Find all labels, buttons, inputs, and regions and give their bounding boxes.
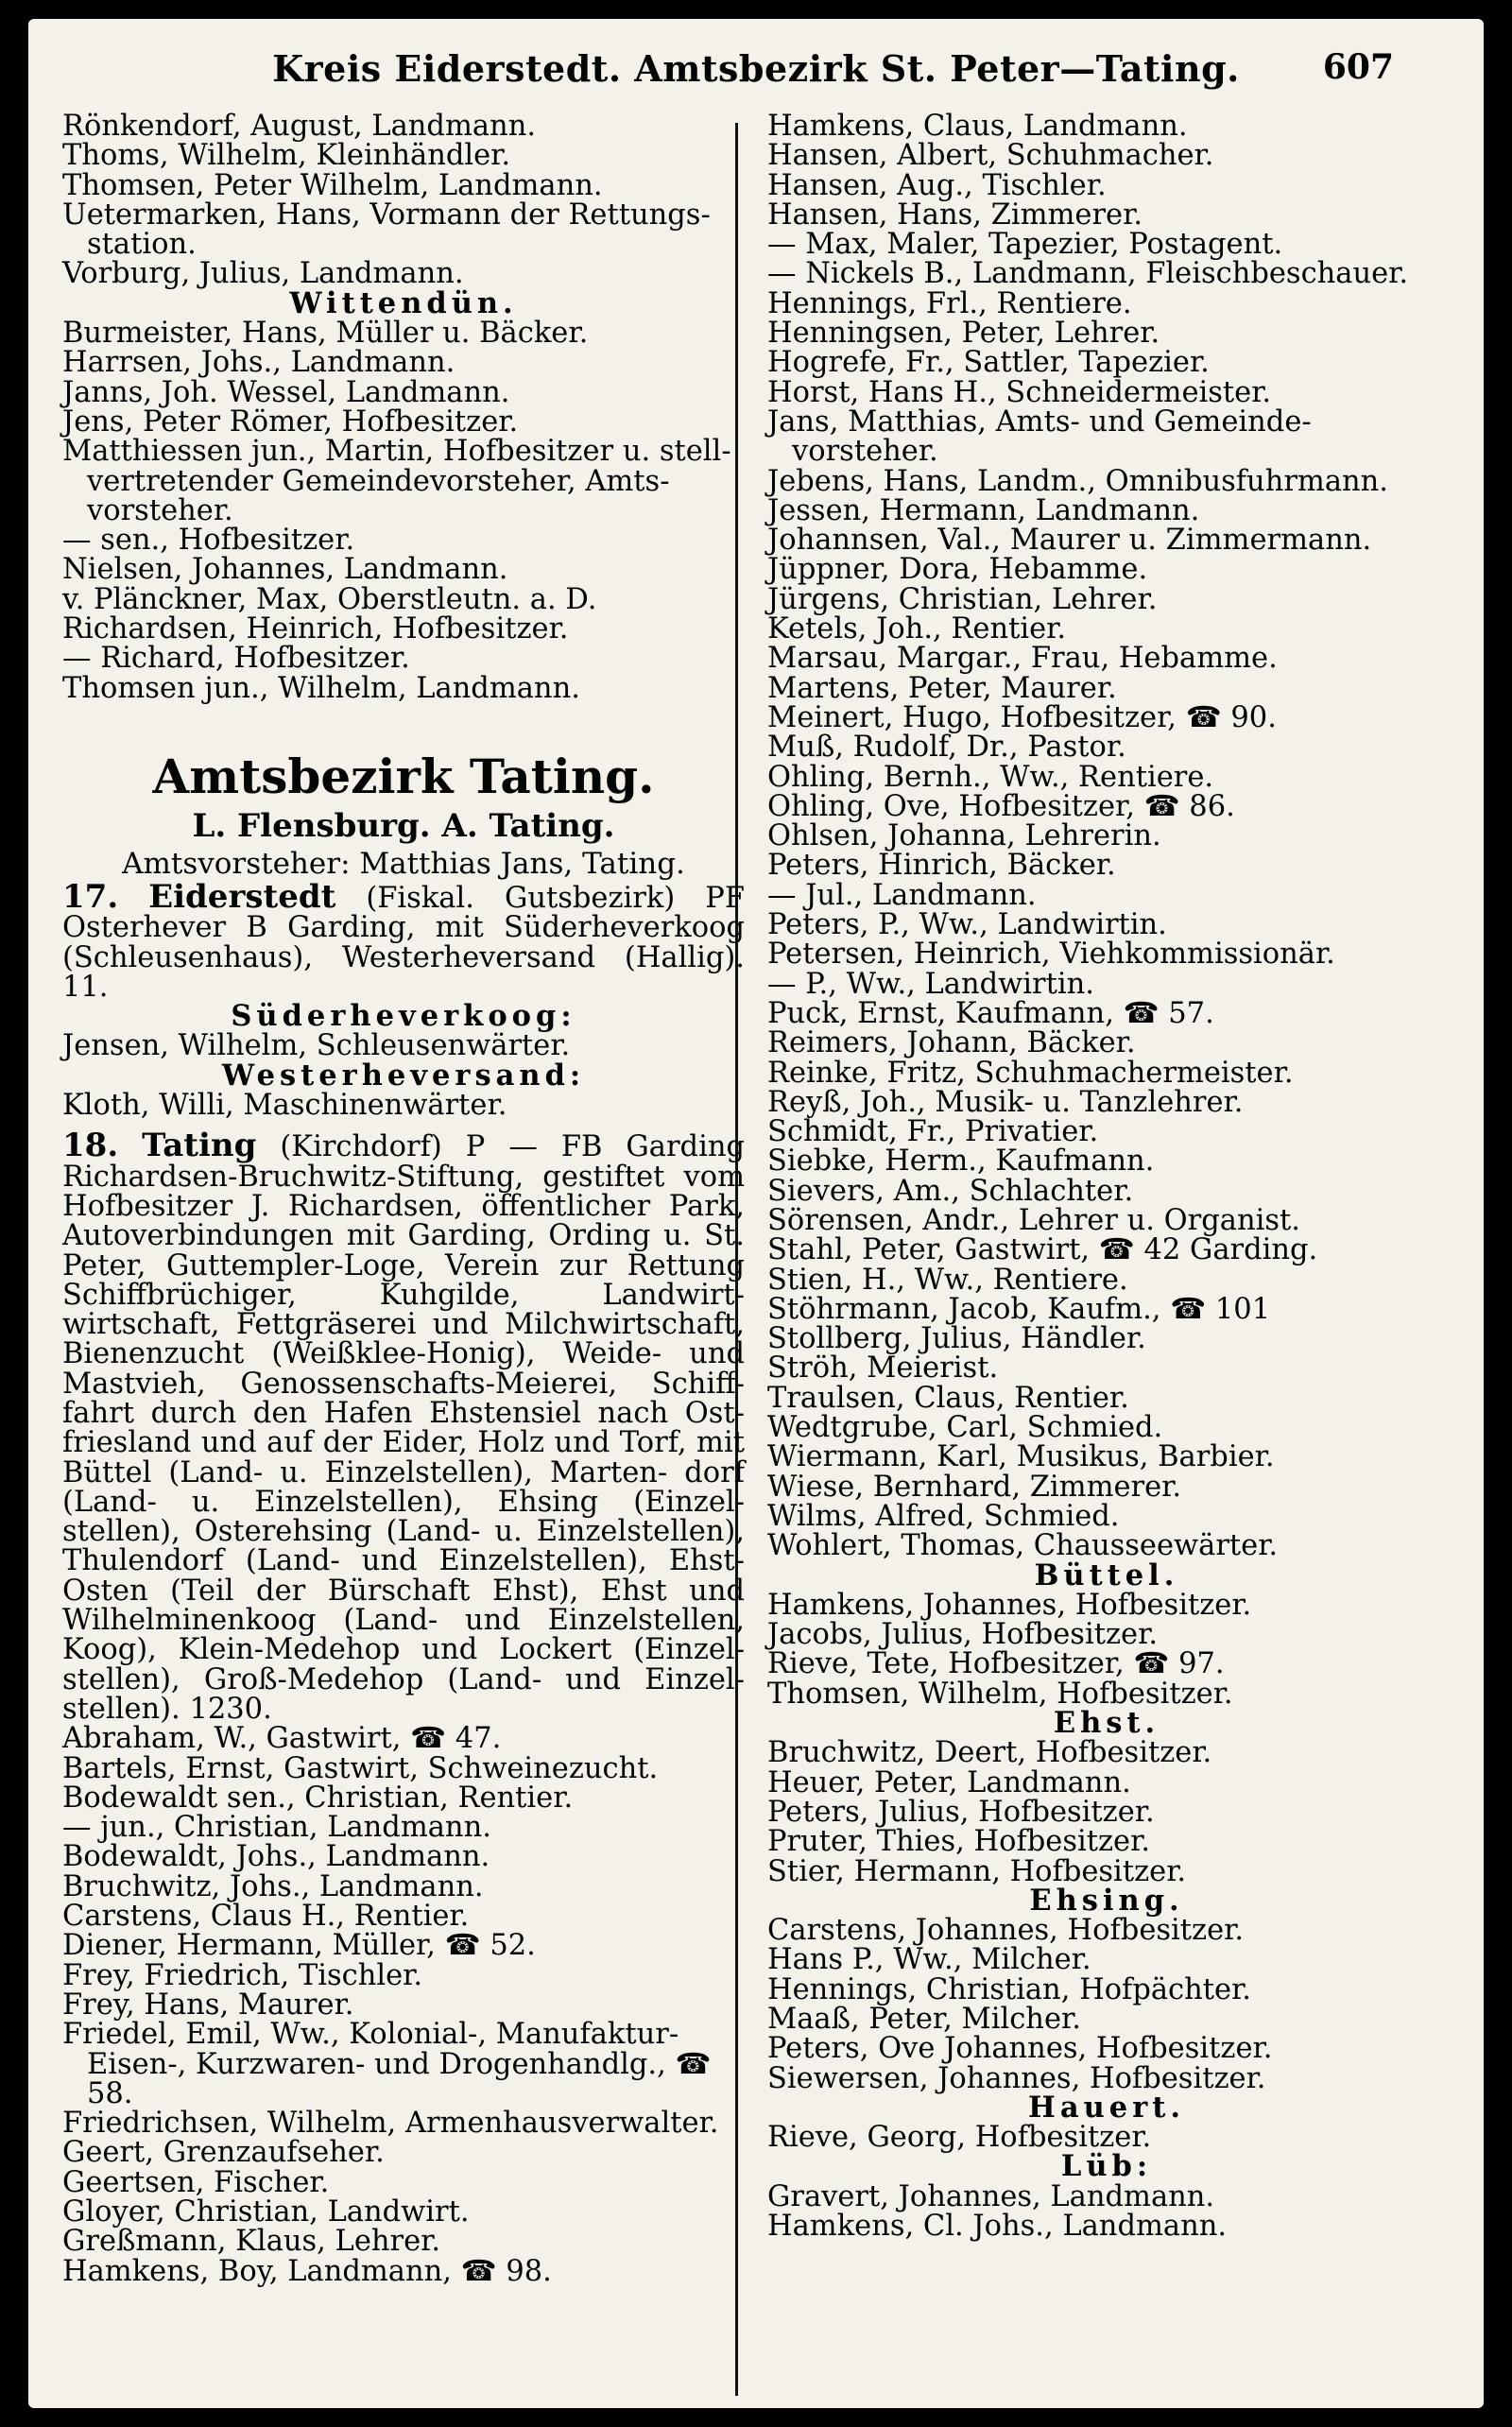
directory-entry: Wiese, Bernhard, Zimmerer. xyxy=(767,1470,1182,1504)
entry-list xyxy=(767,1916,1446,2093)
directory-entry: Rieve, Georg, Hofbesitzer. xyxy=(767,2121,1152,2155)
amtsbezirk-subtitle: L. Flensburg. A. Tating. xyxy=(192,806,615,845)
directory-entry: Puck, Ernst, Kaufmann, ☎ 57. xyxy=(767,996,1214,1030)
page-number: 607 xyxy=(1322,47,1394,87)
directory-entry: Thoms, Wilhelm, Kleinhändler. xyxy=(62,139,511,173)
place-name: Tating xyxy=(142,1127,257,1165)
directory-entry: Peters, Hinrich, Bäcker. xyxy=(767,849,1116,883)
directory-entry: Johannsen, Val., Maurer u. Zimmermann. xyxy=(767,524,1372,558)
directory-entry: Traulsen, Claus, Rentier. xyxy=(767,1381,1129,1415)
directory-entry: Thomsen, Wilhelm, Hofbesitzer. xyxy=(767,1677,1233,1711)
directory-entry: Jans, Matthias, Amts- und Gemeinde- vorsteher. xyxy=(767,404,1312,469)
running-title: Kreis Eiderstedt. Amtsbezirk St. Peter—Tating. xyxy=(272,47,1240,90)
directory-entry: Greßmann, Klaus, Lehrer. xyxy=(62,2225,441,2259)
directory-entry: Stahl, Peter, Gastwirt, ☎ 42 Garding. xyxy=(767,1233,1318,1267)
paragraph-text: (Fiskal. Gutsbezirk) PF Osterhever B Garding, mit Süderheverkoog (Schleusenhaus), Westerheversand (Hallig). 11. xyxy=(62,881,745,1004)
paragraph-number: 17. xyxy=(62,877,119,916)
directory-entry: — sen., Hofbesitzer. xyxy=(62,524,355,558)
section-heading-ehst: Ehst. xyxy=(1053,1706,1160,1741)
directory-entry: Ketels, Joh., Rentier. xyxy=(767,612,1067,646)
directory-entry: Friedrichsen, Wilhelm, Armenhausverwalter. xyxy=(62,2107,719,2141)
directory-entry: Siebke, Herm., Kaufmann. xyxy=(767,1145,1155,1179)
directory-entry: — Max, Maler, Tapezier, Postagent. xyxy=(767,228,1283,262)
directory-entry: Thomsen jun., Wilhelm, Landmann. xyxy=(62,671,580,705)
directory-entry: Jürgens, Christian, Lehrer. xyxy=(767,582,1158,616)
directory-entry: Hamkens, Johannes, Hofbesitzer. xyxy=(767,1588,1252,1622)
directory-entry: Ohling, Ove, Hofbesitzer, ☎ 86. xyxy=(767,789,1235,823)
entry-list xyxy=(767,2179,1446,2244)
directory-entry: Hansen, Aug., Tischler. xyxy=(767,168,1107,202)
directory-entry: — Jul., Landmann. xyxy=(767,878,1037,912)
entry-list xyxy=(62,1089,745,1123)
directory-entry: Stöhrmann, Jacob, Kaufm., ☎ 101 xyxy=(767,1292,1271,1326)
directory-entry: Meinert, Hugo, Hofbesitzer, ☎ 90. xyxy=(767,700,1277,734)
directory-entry: Hamkens, Claus, Landmann. xyxy=(767,110,1188,143)
directory-entry: Hogrefe, Fr., Sattler, Tapezier. xyxy=(767,346,1210,380)
directory-entry: Harrsen, Johs., Landmann. xyxy=(62,346,455,380)
page-header xyxy=(28,47,1484,104)
amtsbezirk-title: Amtsbezirk Tating. xyxy=(152,748,655,804)
directory-entry: v. Plänckner, Max, Oberstleutn. a. D. xyxy=(62,582,597,616)
section-heading-lueb: Lüb: xyxy=(1060,2149,1153,2184)
directory-entry: Carstens, Claus H., Rentier. xyxy=(62,1900,470,1934)
directory-entry: Vorburg, Julius, Landmann. xyxy=(62,257,464,291)
directory-entry: Peters, Ove Johannes, Hofbesitzer. xyxy=(767,2032,1273,2066)
directory-page xyxy=(28,19,1484,2408)
directory-entry: Friedel, Emil, Ww., Kolonial-, Manufaktur- Eisen-, Kurzwaren- und Drogenhandlg., ☎ 58. xyxy=(62,2018,712,2110)
directory-entry: Muß, Rudolf, Dr., Pastor. xyxy=(767,731,1126,765)
directory-entry: Thomsen, Peter Wilhelm, Landmann. xyxy=(62,168,603,202)
directory-entry: Matthiessen jun., Martin, Hofbesitzer u. stell- vertretender Gemeindevorsteher, Amts- vorsteher. xyxy=(62,435,731,527)
directory-entry: — jun., Christian, Landmann. xyxy=(62,1811,491,1845)
section-heading-buettel: Büttel. xyxy=(1034,1558,1179,1592)
directory-entry: Jacobs, Julius, Hofbesitzer. xyxy=(767,1618,1159,1652)
directory-entry: Schmidt, Fr., Privatier. xyxy=(767,1115,1099,1149)
directory-entry: Nielsen, Johannes, Landmann. xyxy=(62,553,508,587)
directory-entry: Heuer, Peter, Landmann. xyxy=(767,1765,1131,1799)
directory-entry: Reyß, Joh., Musik- u. Tanzlehrer. xyxy=(767,1085,1244,1119)
paragraph-number: 18. xyxy=(62,1127,119,1165)
right-column xyxy=(767,110,1446,2244)
directory-entry: Rönkendorf, August, Landmann. xyxy=(62,110,537,143)
paragraph-18 xyxy=(62,1127,745,1726)
entry-list xyxy=(62,1724,745,2286)
directory-entry: Wiermann, Karl, Musikus, Barbier. xyxy=(767,1440,1275,1474)
directory-entry: Abraham, W., Gastwirt, ☎ 47. xyxy=(62,1722,502,1756)
directory-entry: Geert, Grenzaufseher. xyxy=(62,2136,385,2170)
directory-entry: Hans P., Ww., Milcher. xyxy=(767,1943,1091,1977)
directory-entry: Rieve, Tete, Hofbesitzer, ☎ 97. xyxy=(767,1647,1225,1681)
directory-entry: Maaß, Peter, Milcher. xyxy=(767,2003,1081,2036)
directory-entry: Peters, P., Ww., Landwirtin. xyxy=(767,908,1167,942)
directory-entry: Bruchwitz, Johs., Landmann. xyxy=(62,1869,484,1903)
directory-entry: Frey, Hans, Maurer. xyxy=(62,1988,354,2022)
directory-entry: Wedtgrube, Carl, Schmied. xyxy=(767,1411,1163,1445)
directory-entry: Bartels, Ernst, Gastwirt, Schweinezucht. xyxy=(62,1751,659,1785)
directory-entry: Hennings, Christian, Hofpächter. xyxy=(767,1972,1252,2006)
directory-entry: Ohling, Bernh., Ww., Rentiere. xyxy=(767,760,1214,794)
directory-entry: Stier, Hermann, Hofbesitzer. xyxy=(767,1854,1187,1888)
entry-list xyxy=(767,1588,1446,1711)
directory-entry: Pruter, Thies, Hofbesitzer. xyxy=(767,1825,1151,1859)
directory-entry: Peters, Julius, Hofbesitzer. xyxy=(767,1795,1155,1829)
directory-entry: Jensen, Wilhelm, Schleusenwärter. xyxy=(62,1029,571,1063)
directory-entry: Frey, Friedrich, Tischler. xyxy=(62,1958,423,1992)
directory-entry: Sievers, Am., Schlachter. xyxy=(767,1174,1134,1208)
place-name: Eiderstedt xyxy=(148,877,336,916)
directory-entry: Wohlert, Thomas, Chausseewärter. xyxy=(767,1529,1279,1563)
directory-entry: Siewersen, Johannes, Hofbesitzer. xyxy=(767,2061,1266,2095)
directory-entry: Horst, Hans H., Schneidermeister. xyxy=(767,375,1272,409)
directory-entry: Richardsen, Heinrich, Hofbesitzer. xyxy=(62,612,569,646)
entry-list xyxy=(62,112,745,289)
directory-entry: Henningsen, Peter, Lehrer. xyxy=(767,317,1160,351)
directory-entry: Burmeister, Hans, Müller u. Bäcker. xyxy=(62,317,589,351)
directory-entry: Gloyer, Christian, Landwirt. xyxy=(62,2195,470,2229)
entry-list xyxy=(62,1029,745,1063)
section-heading-ehsing: Ehsing. xyxy=(1029,1883,1184,1918)
directory-entry: Wilms, Alfred, Schmied. xyxy=(767,1499,1120,1533)
paragraph-17 xyxy=(62,877,745,1004)
directory-entry: Hansen, Hans, Zimmerer. xyxy=(767,198,1143,232)
directory-entry: — Richard, Hofbesitzer. xyxy=(62,642,410,676)
directory-entry: Reimers, Johann, Bäcker. xyxy=(767,1026,1136,1060)
directory-entry: Jebens, Hans, Landm., Omnibusfuhrmann. xyxy=(767,464,1389,498)
entry-list xyxy=(767,112,1446,1561)
directory-entry: Bodewaldt sen., Christian, Rentier. xyxy=(62,1781,574,1815)
section-heading-hauert: Hauert. xyxy=(1028,2090,1185,2125)
directory-entry: Bruchwitz, Deert, Hofbesitzer. xyxy=(767,1736,1212,1770)
directory-entry: Carstens, Johannes, Hofbesitzer. xyxy=(767,1914,1245,1948)
directory-entry: Hansen, Albert, Schuhmacher. xyxy=(767,139,1214,173)
directory-entry: Sörensen, Andr., Lehrer u. Organist. xyxy=(767,1203,1300,1237)
directory-entry: Jüppner, Dora, Hebamme. xyxy=(767,553,1148,587)
directory-entry: — P., Ww., Landwirtin. xyxy=(767,967,1094,1001)
directory-entry: Stien, H., Ww., Rentiere. xyxy=(767,1263,1128,1297)
directory-entry: Diener, Hermann, Müller, ☎ 52. xyxy=(62,1929,536,1963)
directory-entry: Ohlsen, Johanna, Lehrerin. xyxy=(767,819,1161,853)
amtsvorsteher-line: Amtsvorsteher: Matthias Jans, Tating. xyxy=(122,846,685,881)
directory-entry: Martens, Peter, Maurer. xyxy=(767,671,1117,705)
directory-entry: Hamkens, Cl. Johs., Landmann. xyxy=(767,2210,1228,2244)
directory-entry: Bodewaldt, Johs., Landmann. xyxy=(62,1840,490,1874)
section-heading-westerheversand: Westerheversand: xyxy=(221,1058,586,1093)
left-column xyxy=(62,112,745,2286)
entry-list xyxy=(62,318,745,703)
directory-entry: Gravert, Johannes, Landmann. xyxy=(767,2179,1215,2213)
entry-list xyxy=(767,2121,1446,2155)
directory-entry: Reinke, Fritz, Schuhmachermeister. xyxy=(767,1056,1294,1090)
directory-entry: Jessen, Hermann, Landmann. xyxy=(767,493,1200,527)
directory-entry: Hamkens, Boy, Landmann, ☎ 98. xyxy=(62,2254,552,2288)
directory-entry: Ströh, Meierist. xyxy=(767,1351,999,1386)
directory-entry: Hennings, Frl., Rentiere. xyxy=(767,286,1132,320)
directory-entry: — Nickels B., Landmann, Fleischbeschauer. xyxy=(767,257,1409,291)
directory-entry: Janns, Joh. Wessel, Landmann. xyxy=(62,375,510,409)
paragraph-text: (Kirchdorf) P — FB Garding Richardsen-Bruchwitz-Stiftung, gestiftet vom Hofbesitzer J. Richardsen, öffentlicher Park, Autoverbindungen mit Garding, Ording u. St. Peter, Guttempler-Loge, Verein zur Rettung Schiffbrüchiger, Kuhgilde, Landwirt- wirtschaft, Fettgräserei und Milchwirtschaft, Bienenzucht (Weißklee-Honig), Weide- und Mastvieh, Genossenschafts-Meierei, Schiff- fahrt durch den Hafen Ehstensiel nach Ost- friesland und auf der Eider, Holz und Torf, mit Büttel (Land- u. Einzelstellen), Marten- dorf (Land- u. Einzelstellen), Ehsing (Einzel- stellen), Osterehsing (Land- u. Einzelstellen), Thulendorf (Land- und Einzelstellen), Ehst- Osten (Teil der Bürschaft Ehst), Ehst und Wilhelminenkoog (Land- und Einzelstellen, Koog), Klein-Medehop und Lockert (Einzel- stellen), Groß-Medehop (Land- und Einzel- stellen). 1230. xyxy=(62,1130,745,1726)
section-heading-suederheverkoog: Süderheverkoog: xyxy=(231,999,576,1034)
directory-entry: Jens, Peter Römer, Hofbesitzer. xyxy=(62,404,519,439)
section-heading-wittenduen: Wittendün. xyxy=(289,285,518,320)
directory-entry: Kloth, Willi, Maschinenwärter. xyxy=(62,1089,507,1123)
directory-entry: Petersen, Heinrich, Viehkommissionär. xyxy=(767,938,1335,972)
directory-entry: Stollberg, Julius, Händler. xyxy=(767,1322,1146,1356)
directory-entry: Geertsen, Fischer. xyxy=(62,2165,330,2199)
directory-entry: Uetermarken, Hans, Vormann der Rettungs- station. xyxy=(62,198,711,262)
entry-list xyxy=(767,1736,1446,1888)
directory-entry: Marsau, Margar., Frau, Hebamme. xyxy=(767,642,1278,676)
